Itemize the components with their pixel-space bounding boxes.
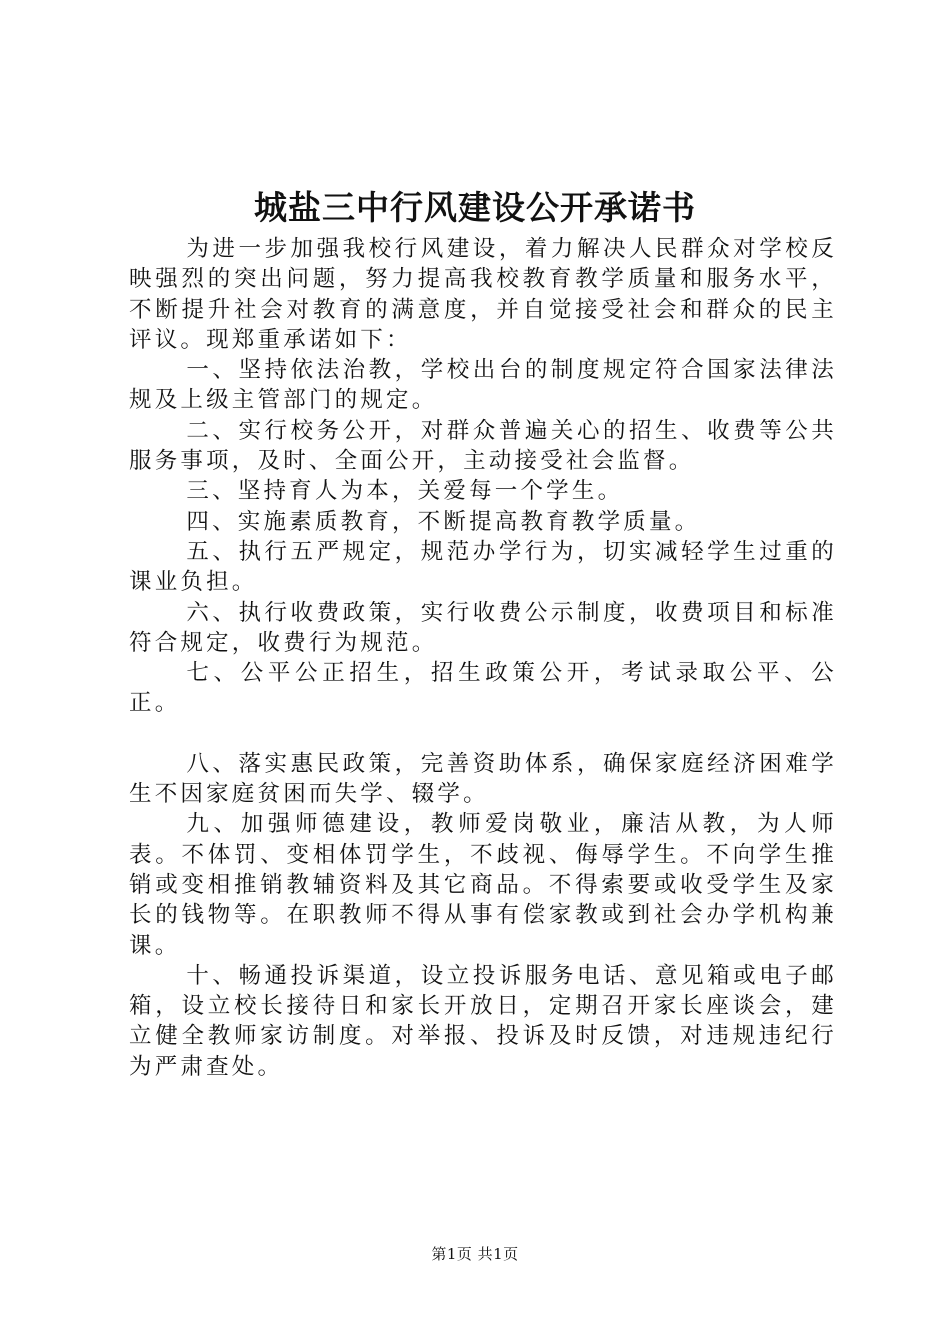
document-title: 城盐三中行风建设公开承诺书 — [254, 188, 696, 227]
commitment-item-3: 三、坚持育人为本，关爱每一个学生。 — [186, 478, 624, 505]
commitment-item-1: 一、坚持依法治教，学校出台的制度规定符合国家法律法规及上级主管部门的规定。 — [129, 357, 837, 414]
commitment-item-9: 九、加强师德建设，教师爱岗敬业，廉洁从教，为人师表。不体罚、变相体罚学生，不歧视、侮辱学生。不向学生推销或变相推销教辅资料及其它商品。不得索要或收受学生及家长的钱物等。在职教师不得从事有偿家教或到社会办学机构兼课。 — [129, 811, 837, 959]
commitment-item-5: 五、执行五严规定，规范办学行为，切实减轻学生过重的课业负担。 — [129, 538, 837, 596]
commitment-item-6: 六、执行收费政策，实行收费公示制度，收费项目和标准符合规定，收费行为规范。 — [129, 599, 837, 656]
commitment-item-4: 四、实施素质教育，不断提高教育教学质量。 — [186, 508, 701, 535]
intro-paragraph: 为进一步加强我校行风建设，着力解决人民群众对学校反映强烈的突出问题，努力提高我校教育教学质量和服务水平，不断提升社会对教育的满意度，并自觉接受社会和群众的民主评议。现郑重承诺如下： — [129, 236, 837, 353]
document-body — [129, 234, 837, 1082]
page-footer: 第1页 共1页 — [431, 1245, 519, 1263]
commitment-item-2: 二、实行校务公开，对群众普遍关心的招生、收费等公共服务事项，及时、全面公开，主动接受社会监督。 — [129, 417, 837, 475]
commitment-item-7: 七、公平公正招生，招生政策公开，考试录取公平、公正。 — [129, 660, 837, 717]
commitment-item-10: 十、畅通投诉渠道，设立投诉服务电话、意见箱或电子邮箱，设立校长接待日和家长开放日，定期召开家长座谈会，建立健全教师家访制度。对举报、投诉及时反馈，对违规违纪行为严肃查处。 — [129, 962, 837, 1080]
commitment-item-8: 八、落实惠民政策，完善资助体系，确保家庭经济困难学生不因家庭贫困而失学、辍学。 — [129, 750, 837, 808]
